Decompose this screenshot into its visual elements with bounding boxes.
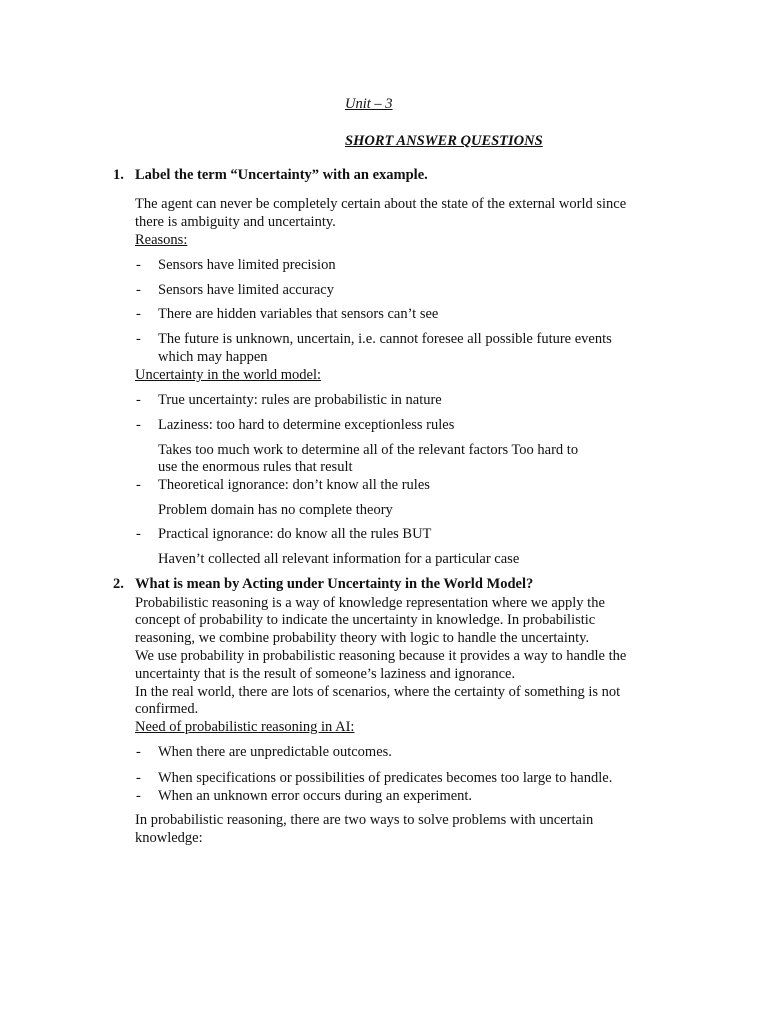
list-bullet: -: [136, 257, 141, 273]
laziness-detail-line-2: use the enormous rules that result: [158, 459, 353, 475]
q1-number: 1.: [113, 167, 124, 183]
need-item: When there are unpredictable outcomes.: [158, 744, 392, 760]
true-uncertainty-item: True uncertainty: rules are probabilistic in nature: [158, 392, 442, 408]
practical-detail: Haven’t collected all relevant information for a particular case: [158, 551, 520, 567]
reason-item: There are hidden variables that sensors can’t see: [158, 306, 439, 322]
reasons-heading: Reasons:: [135, 232, 188, 248]
reason-item: Sensors have limited precision: [158, 257, 336, 273]
theoretical-item: Theoretical ignorance: don’t know all the rules: [158, 477, 430, 493]
list-bullet: -: [136, 306, 141, 322]
q2-paragraph-line: Probabilistic reasoning is a way of knowledge representation where we apply the: [135, 595, 605, 611]
q2-number: 2.: [113, 576, 124, 592]
list-bullet: -: [136, 392, 141, 408]
q1-question: Label the term “Uncertainty” with an example.: [135, 167, 428, 183]
need-item: When an unknown error occurs during an experiment.: [158, 788, 473, 804]
list-bullet: -: [136, 526, 141, 542]
list-bullet: -: [136, 744, 141, 760]
q2-paragraph-line: In the real world, there are lots of scenarios, where the certainty of something is not: [135, 684, 621, 700]
list-bullet: -: [136, 417, 141, 433]
reason-item: The future is unknown, uncertain, i.e. cannot foresee all possible future events: [158, 331, 612, 347]
theoretical-detail: Problem domain has no complete theory: [158, 502, 393, 518]
closing-line-1: In probabilistic reasoning, there are two ways to solve problems with uncertain: [135, 812, 594, 828]
list-bullet: -: [136, 331, 141, 347]
q2-paragraph-line: confirmed.: [135, 701, 199, 717]
laziness-item: Laziness: too hard to determine exceptionless rules: [158, 417, 455, 433]
section-title: SHORT ANSWER QUESTIONS: [345, 133, 543, 149]
unit-title: Unit – 3: [345, 96, 393, 112]
q2-paragraph-line: We use probability in probabilistic reasoning because it provides a way to handle the: [135, 648, 627, 664]
list-bullet: -: [136, 788, 141, 804]
q2-paragraph-line: uncertainty that is the result of someone’s laziness and ignorance.: [135, 666, 516, 682]
list-bullet: -: [136, 282, 141, 298]
q2-question: What is mean by Acting under Uncertainty in the World Model?: [135, 576, 534, 592]
q2-paragraph-line: reasoning, we combine probability theory with logic to handle the uncertainty.: [135, 630, 590, 646]
world-model-heading: Uncertainty in the world model:: [135, 367, 322, 383]
list-bullet: -: [136, 770, 141, 786]
practical-item: Practical ignorance: do know all the rules BUT: [158, 526, 432, 542]
q1-intro-line-1: The agent can never be completely certain about the state of the external world since: [135, 196, 627, 212]
closing-line-2: knowledge:: [135, 830, 203, 846]
reason-item-continued: which may happen: [158, 349, 268, 365]
q2-paragraph-line: concept of probability to indicate the uncertainty in knowledge. In probabilistic: [135, 612, 596, 628]
need-heading: Need of probabilistic reasoning in AI:: [135, 719, 355, 735]
list-bullet: -: [136, 477, 141, 493]
laziness-detail-line-1: Takes too much work to determine all of the relevant factors Too hard to: [158, 442, 579, 458]
reason-item: Sensors have limited accuracy: [158, 282, 334, 298]
need-item: When specifications or possibilities of predicates becomes too large to handle.: [158, 770, 613, 786]
q1-intro-line-2: there is ambiguity and uncertainty.: [135, 214, 336, 230]
